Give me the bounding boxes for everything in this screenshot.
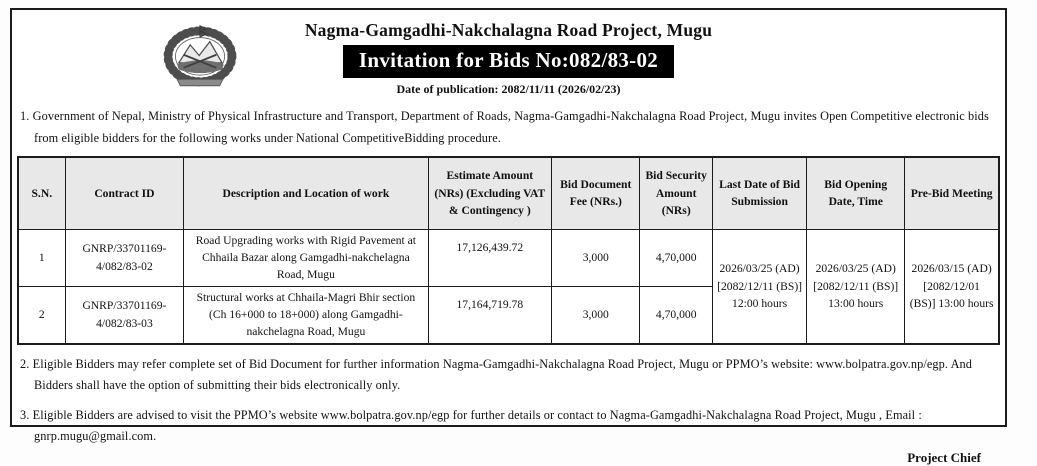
cell-bid-opening: 2026/03/25 (AD) [2082/12/11 (BS)] 13:00 hours [807,229,905,344]
cell-bid-security-amount: 4,70,000 [640,229,713,286]
cell-estimate-amount: 17,164,719.78 [428,286,552,344]
notice-document [10,8,1007,465]
header-description: Description and Location of work [184,157,428,229]
table-header-row [18,157,999,229]
cell-description: Structural works at Chhaila-Magri Bhir section (Ch 16+000 to 18+000) along Gamgadhi-nakchelagna Road, Mugu [184,286,428,344]
nepal-government-emblem-icon [158,22,242,94]
header-estimate-amount: Estimate Amount (NRs) (Excluding VAT & Contingency ) [428,157,552,229]
project-chief-signature: Project Chief [907,449,981,465]
cell-bid-document-fee: 3,000 [552,229,640,286]
header-last-date-submission: Last Date of Bid Submission [713,157,807,229]
header-contract-id: Contract ID [65,157,184,229]
header-bid-document-fee: Bid Document Fee (NRs.) [552,157,640,229]
bid-document-info-paragraph: 2. Eligible Bidders may refer complete set of Bid Document for further information Nagma-Gamgadhi-Nakchalagna Road Project, Mugu or PPMO’s website: www.bolpatra.gov.np/egp. And Bidders shall have the option of submitting their bids electronically only. [20,356,973,393]
cell-sn: 2 [18,286,65,344]
cell-sn: 1 [18,229,65,286]
project-title: Nagma-Gamgadhi-Nakchalagna Road Project, Mugu [304,20,713,40]
cell-estimate-amount: 17,126,439.72 [428,229,552,286]
table-row-1 [18,229,999,286]
publication-date: Date of publication: 2082/11/11 (2026/02/23) [396,82,621,96]
invitation-for-bids-banner: Invitation for Bids No:082/83-02 [343,45,674,78]
bid-invitation-table [17,156,1000,345]
cell-contract-id: GNRP/33701169-4/082/83-02 [65,229,184,286]
header-bid-security-amount: Bid Security Amount (NRs) [640,157,713,229]
document-header [12,10,1005,104]
cell-bid-security-amount: 4,70,000 [640,286,713,344]
header-pre-bid-meeting: Pre-Bid Meeting [905,157,999,229]
cell-bid-document-fee: 3,000 [552,286,640,344]
intro-paragraph: 1. Government of Nepal, Ministry of Physical Infrastructure and Transport, Department of Roads, Nagma-Gamgadhi-Nakchalagna Road Project, Mugu invites Open Competitive electronic bids from eligible bidders for the following works under National CompetitiveBidding procedure. [20,109,989,145]
cell-pre-bid-meeting: 2026/03/15 (AD) [2082/12/01 (BS)] 13:00 hours [905,229,999,344]
cell-contract-id: GNRP/33701169-4/082/83-03 [65,286,184,344]
cell-last-date-submission: 2026/03/25 (AD) [2082/12/11 (BS)] 12:00 hours [713,229,807,344]
header-bid-opening: Bid Opening Date, Time [807,157,905,229]
cell-description: Road Upgrading works with Rigid Pavement at Chhaila Bazar along Gamgadhi-nakchelagna Road, Mugu [184,229,428,286]
header-sn: S.N. [18,157,65,229]
ppmo-website-paragraph: 3. Eligible Bidders are advised to visit the PPMO’s website www.bolpatra.gov.np/egp for further details or contact to Nagma-Gamgadhi-Nakchalagna Road Project, Mugu , Email : gnrp.mugu@gmail.com. [20,407,922,444]
